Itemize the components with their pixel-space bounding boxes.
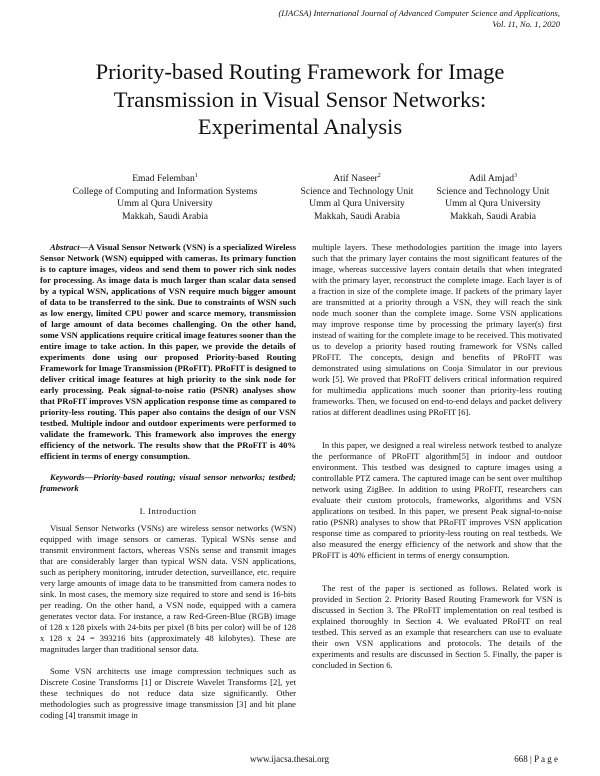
author-affiliation: Science and Technology Unit [436,185,550,197]
author-affiliation: College of Computing and Information Systems [72,185,258,197]
author-location: Makkah, Saudi Arabia [313,210,401,222]
author-name: Adil Amjad$^3$ [468,173,518,185]
abstract-label: Abstract [50,242,80,252]
left-column [40,242,296,721]
author-university: Umm al Qura University [117,198,213,210]
title-line-2: Transmission in Visual Sensor Networks: [113,86,487,112]
author-location: Makkah, Saudi Arabia [121,210,209,222]
keywords: Keywords—Priority-based routing; visual sensor networks; testbed; framework [40,472,296,493]
section-heading-introduction: I. Introduction [139,506,197,516]
journal-line-2: Vol. 11, No. 1, 2020 [492,19,560,29]
footer-page-number: 668 | P a g e [514,754,558,764]
author-university: Umm al Qura University [309,198,405,210]
author-name: Atif Naseer$^2$ [333,173,381,185]
author-affiliation: Science and Technology Unit [300,185,414,197]
author-name: Emad Felemban$^1$ [132,173,198,185]
author-block-3 [408,170,578,223]
footer-url: www.ijacsa.thesai.org [250,754,329,764]
paper-title [40,58,560,141]
right-column [312,242,562,671]
abstract [40,242,296,462]
author-location: Makkah, Saudi Arabia [449,210,537,222]
title-line-3: Experimental Analysis [197,114,403,139]
right-paragraph-2: In this paper, we designed a real wireless network testbed to analyze the performance of PRoFIT algorithm[5] in indoor and outdoor environment. This testbed was designed to capture images using a controllable PTZ camera. The captured image can be sent over multihop network using ZigBee. In addition to using PRoFIT, researchers can evaluate their custom protocols, frameworks, algorithms and VSN applications on testbed. In this paper, we present Peak signal-to-noise ratio (PSNR) analyses to show that PRoFIT improves VSN application response time as compared to priority-less routing on real testbeds. We also measured the energy efficiency of the network and show that the PRoFIT is 40% efficient in terms of energy consumption. [312,440,562,560]
author-university: Umm al Qura University [445,198,541,210]
author-block-1 [40,170,290,223]
right-paragraph-1: multiple layers. These methodologies partition the image into layers such that the primary layer contains the most significant features of the image, whereas successive layers contain details that when integrated with the primary layer, reconstruct the complete image. Each layer is of a fraction in size of the complete image. If packets of the primary layer are transmitted at a priority through a VSN, they will reach the sink node much sooner than the complete image. Some VSN applications may improve response time by processing the primary layer(s) first instead of waiting for the complete image to be received. This motivated us to develop a priority based routing framework for VSNs called PRoFIT. The concepts, design and benefits of PRoFIT was demonstrated using simulations on Cooja Simulator in our previous work [5]. We proved that PRoFIT delivers critical information required for multimedia applications much sooner than priority-less routing frameworks. Then, we focused on end-to-end delays and packet delivery ratios at different deadlines using PRoFIT [6]. [312,242,562,417]
journal-header [90,8,560,30]
intro-paragraph-2: Some VSN architects use image compression techniques such as Discrete Cosine Transforms [1] or Discrete Wavelet Transforms [2], yet these techniques do not reduce data size significantly. Other methodologies such as progressive image transmission [3] and bit plane coding [4] transmit image in [40,666,296,720]
intro-paragraph-1: Visual Sensor Networks (VSNs) are wireless sensor networks (WSN) equipped with image sensors or cameras. Typical WSNs sense and transmit environment factors, whereas VSNs sense and transmit images that are considerably larger than typical WSN data. VSN applications, such as periphery monitoring, intruder detection, surveillance, etc. require very large amounts of image data to be transmitted from camera nodes to sink. In most cases, the memory size required to store and send is 16-bits per reading. On the other hand, a VSN node, equipped with a camera generates vector data. For instance, a raw Red-Green-Blue (RGB) image of 128 x 128 pixels with 24-bits per pixel (8 bits per color) will be of 128 x 128 x 24 = 393216 bits (approximately 48 kilobytes). These are magnitudes larger than traditional sensor data. [40,523,296,654]
abstract-text: —A Visual Sensor Network (VSN) is a specialized Wireless Sensor Network (WSN) equipped with cameras. Its primary function is to capture images, videos and send them to power rich sink nodes for processing. As image data is much larger than scalar data sensed by a typical WSN, applications of VSN require much bigger amount of data to be transferred to the sink. Due to constraints of WSN such as low energy, limited CPU power and scarce memory, transmission of large amount of data becomes challenging. On the other hand, some VSN applications require critical image features sooner than the entire image to take action. In this paper, we provide the details of experiments done using our proposed Priority-based Routing Framework for Image Transmission (PRoFIT). PRoFIT is designed to deliver critical image features at high priority to the sink node for early processing. Peak signal-to-noise ratio (PSNR) analyses show that PRoFIT improves VSN application response time as compared to priority-less routing. This paper also contains the design of our VSN testbed. Multiple indoor and outdoor experiments were performed to validate the framework. This framework also improves the energy efficiency of the network. The results show that the PRoFIT is 40% efficient in terms of energy consumption. [40,242,296,461]
journal-line-1: (IJACSA) International Journal of Advanced Computer Science and Applications, [278,8,560,18]
title-line-1: Priority-based Routing Framework for Image [95,59,505,84]
right-paragraph-3: The rest of the paper is sectioned as follows. Related work is provided in Section 2. Priority Based Routing Framework for VSN is discussed in Section 3. The PRoFIT implementation on real testbed is explained thoroughly in Section 4. We evaluated PRoFIT on real testbed. This served as an example that researchers can use to evaluate their own VSN applications and protocols. The details of the experiments and results are discussed in Section 5. Finally, the paper is concluded in Section 6. [312,583,562,670]
